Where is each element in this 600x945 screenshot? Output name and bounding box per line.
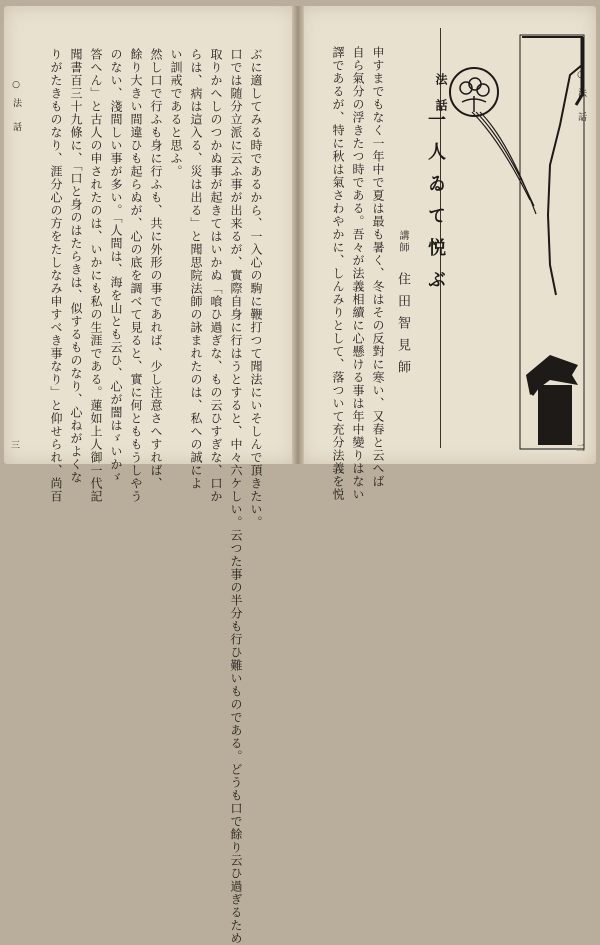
left-page-header [10,80,23,115]
left-page-number: 三 [11,441,21,451]
right-page-number: 二 [576,444,586,454]
right-header-word: 話 [576,112,586,129]
right-page-body: 申すまでもなく一年中で夏は最も暑く、冬はその反對に寒い、又春と云へば 自ら氣分の浮きたつ時である。吾々が法義相續に心懸ける事は年中變りはない 譯であるが、特に秋は氣さわやかに、しんみりとして、落ついて充分法義を悦 [331,46,385,501]
right-header-section: ○法 [576,70,586,105]
book-gutter [292,6,304,464]
pagoda-decoration-icon [520,35,584,449]
left-page-body: ぶに適してみる時であるから、一入心の駒に鞭打つて聞法にいそしんで頂きたい。 口では随分立派に云ふ事が出来るが、實際自身に行はうとすると、中々六ケしい。云つた事の半分も行ひ難いものである。どうも口で餘り云ひ過ぎるため 取りかへしのつかぬ事が起きてはいかぬ「喰ひ過ぎな、もの云ひすぎな、口か らは、病は這入る、災は出る」と聞思院法師の詠まれたのは、私への誠によ い訓戒であると思ふ。 然し口で行ふも身に行ふも、共に外形の事であれば、少し注意さへすれば、 餘り大きい間違ひも起らぬが、心の底を調べて見ると、實に何とももうしやう のない、淺間しい事が多い。「人間は、海を山とも云ひ、心が闇はゞいかゞ 答へん」と古人の申されたのは、いかにも私の生涯である。蓮如上人御一代記 聞書百三十九條に、「口と身のはたらきは、似するものなり、心ねがよくな りがたきものなり、涯分心の方をたしなみ申すべき事なり」と仰せられ、尚百 [49,48,263,945]
article-title: 一人ゐて悦ぶ [425,110,446,302]
left-header-word: 話 [11,122,21,139]
article-category: 法話 [434,73,448,125]
left-header-section: ○法 [11,80,21,115]
left-page-header-word [10,122,23,139]
lecturer-role: 講師 [397,230,408,254]
lecturer-name: 住田智見師 [395,272,410,382]
